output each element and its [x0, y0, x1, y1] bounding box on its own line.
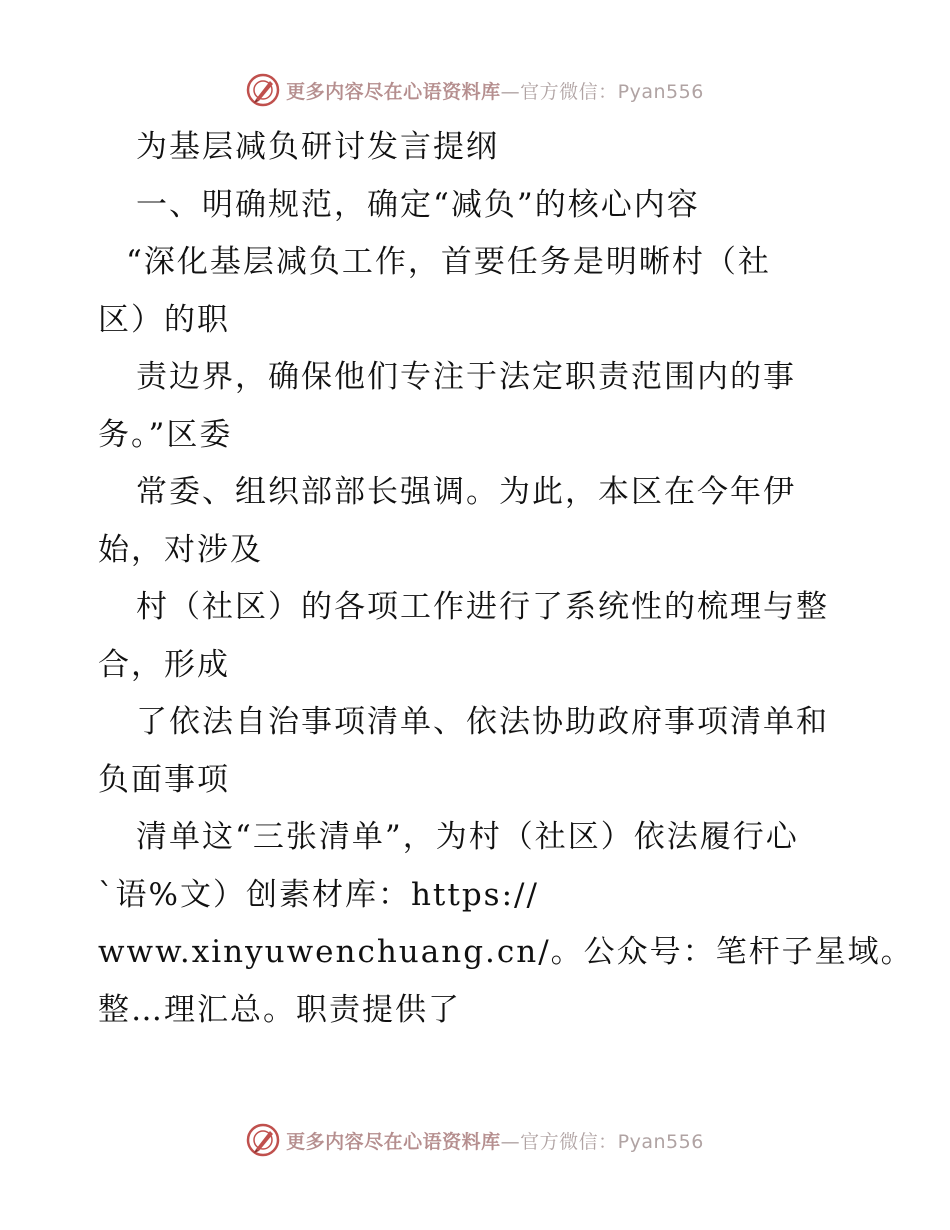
paragraph-line: 合，形成: [98, 646, 230, 683]
header-brand-text: 更多内容尽在心语资料库: [286, 80, 501, 103]
document-title: 为基层减负研讨发言提纲: [136, 129, 499, 165]
footer-watermark-text: [286, 1127, 704, 1154]
paragraph-line: “深化基层减负工作，首要任务是明晰村（社: [126, 244, 771, 280]
header-watermark-text: [286, 77, 704, 104]
paragraph-line: 始，对涉及: [98, 531, 263, 568]
paragraph-line: 清单这“三张清单”，为村（社区）依法履行心: [136, 819, 799, 855]
paragraph-line: `语%文）创素材库：https://: [98, 876, 539, 913]
brand-logo-icon: [246, 73, 280, 107]
footer-wechat-text: —官方微信：Pyan556: [500, 1130, 704, 1153]
paragraph-line: 责边界，确保他们专注于法定职责范围内的事: [136, 359, 796, 395]
brand-logo-icon: [246, 1123, 280, 1157]
document-body: [98, 124, 914, 1044]
section-heading: 一、明确规范，确定“减负”的核心内容: [136, 186, 700, 223]
paragraph-line: 整…理汇总。职责提供了: [98, 991, 461, 1028]
footer-brand-text: 更多内容尽在心语资料库: [286, 1130, 501, 1153]
paragraph-line: 村（社区）的各项工作进行了系统性的梳理与整: [136, 589, 829, 625]
paragraph-line: 负面事项: [98, 761, 230, 798]
paragraph-line: 区）的职: [98, 301, 230, 338]
paragraph-line: 常委、组织部部长强调。为此，本区在今年伊: [136, 474, 796, 510]
paragraph-line: 了依法自治事项清单、依法协助政府事项清单和: [136, 704, 829, 740]
paragraph-line-url: www.xinyuwenchuang.cn/。公众号：笔杆子星域。: [98, 934, 914, 970]
paragraph-line: 务。”区委: [98, 416, 233, 453]
header-watermark-banner: [0, 70, 950, 110]
header-wechat-text: —官方微信：Pyan556: [500, 80, 704, 103]
footer-watermark-banner: [0, 1120, 950, 1160]
